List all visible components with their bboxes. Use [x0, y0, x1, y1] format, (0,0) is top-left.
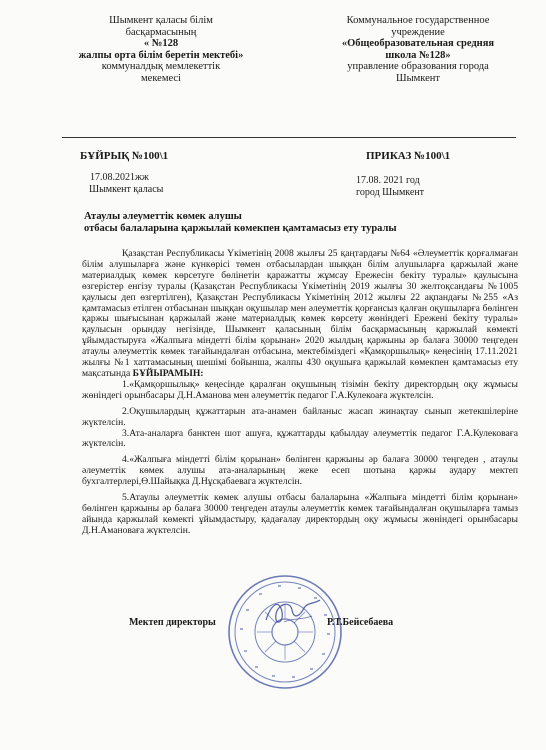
header-kz-line2: басқармасының	[125, 26, 197, 38]
order-body	[82, 249, 518, 537]
order-city-kz: Шымкент қаласы	[89, 183, 164, 195]
header-kz-line6: мекемесі	[141, 72, 181, 84]
header-ru-line6: Шымкент	[396, 72, 440, 84]
body-paragraph-1-text: Қазақстан Республикасы Үкіметінің 2008 жылғы 25 қаңтардағы №64 «Әлеуметтік қорғалмаған білім алушыларға және күнкөрісі төмен отбасылардан шыққан білім алушыларға қаржылай және материалдық көмек көрсетуге бөлінетін қаражатты жұмсау Ережесін бекіту туралы» қаулысына өзгерістер енгізу туралы (Қазақстан Республикасы Үкіметінің 2019 жылғы 30 желтоқсандағы №1005 қаулысы деп өзгертілген), Қазақстан Республикасы Үкіметінің 2012 жылғы 22 ақпандағы №255 «Аз қамтамасыз етілген отбасынан шыққан оқушылар мен әлеуметтік қорғансыз қалған оқушыларға бөлінген қаржы шығысынан қаржылай және материалдық көмек көрсету жөніндегі Ережені бекіту туралы» қаулысын орындау негізінде, Шымкент қаласының білім басқармасының қаржылай көмекті ұйымдастыруға «Жалпыға міндетті білім қорынан» 2020 жылдың қаржыны әр балаға 30000 теңгеден атаулы әлеуметтік көмек тағайындалған отбасына, мектебіміздегі «Қамқоршылық» кеңесінің 17.11.2021 жылғы №1 хаттамасының шешімі бойынша, жалпы 430 оқушыға қаржылай көмекпен қамтамасыз ету мақсатында	[82, 248, 518, 379]
body-item-2: 2.Оқушылардың құжаттарын ата-анамен байланыс жасап жинақтау сынып жетекшілеріне жүктелсін.	[82, 405, 518, 428]
order-subject-line2: отбасы балаларына қаржылай көмекпен қамтамасыз ету туралы	[84, 222, 397, 234]
body-decree-keyword: БҰЙЫРАМЫН:	[130, 367, 204, 379]
header-kz-line1: Шымкент қаласы білім	[109, 15, 213, 26]
order-date-ru	[356, 175, 424, 198]
body-item-1: 1.«Қамқоршылық» кеңесінде қаралған оқушының тізімін бекіту директордың оқу жұмысы жөніндегі орынбасары Д.Н.Аманова мен әлеуметтік педагог Г.А.Кулекоаға жүктелсін.	[82, 378, 518, 401]
order-subject	[84, 211, 397, 234]
header-ru-line2: учреждение	[391, 26, 445, 38]
order-title-ru: ПРИКАЗ №100\1	[366, 150, 451, 162]
order-date-ru-value: 17.08. 2021 год	[356, 175, 420, 186]
header-ru-line5: управление образования города	[347, 61, 489, 72]
order-title-kz: БҰЙРЫҚ №100\1	[80, 150, 169, 162]
school-seal-stamp	[226, 573, 344, 691]
header-kz-line3: « №128	[143, 38, 179, 49]
signatory-name: Р.Т.Бейсебаева	[327, 617, 394, 628]
body-paragraph-1	[82, 249, 518, 380]
body-item-4: 4.«Жалпыға міндетті білім қорынан» бөлінген қаржыны әр балаға 30000 теңгеден , атаулы әлеуметтік көмек алушы ата-аналарының жеке есеп шотына қаржы аудару мектеп бухгалтерлері,Ө.Шайықка Д.Нұсқабаевага жүктелсін.	[82, 454, 518, 488]
header-kz	[46, 15, 276, 84]
body-item-5: 5.Атаулы әлеуметтік көмек алушы отбасы балаларына «Жалпыға міндетті білім қорынан» бөлінген қаржыны әр балаға 30000 теңгеден атаулы әлеуметтік көмек тағайындалған оқушыларға тамыз айында қаржылай көмекті ұйымдастыру, қадағалау директордың оқу жұмысы жөніндегі орынбасары Д.Н.Амановаға жүктелсін.	[82, 492, 518, 536]
header-ru	[318, 15, 518, 84]
order-date-kz-value: 17.08.2021жж	[90, 172, 149, 183]
header-ru-line3: «Общеобразовательная средняя	[341, 38, 495, 49]
header-kz-line5: коммуналдық мемлекеттік	[101, 61, 221, 72]
header-kz-line4: жалпы орта білім беретін мектебі»	[78, 49, 244, 61]
order-subject-line1: Атаулы әлеуметтік көмек алушы	[84, 211, 242, 222]
header-ru-line1: Коммунальное государственное	[346, 15, 490, 26]
body-item-3: 3.Ата-аналарға банктен шот ашуға, құжаттарды қабылдау әлеуметтік педагог Г.А.Кулековаға жүктелсін.	[82, 427, 518, 450]
order-date-kz	[90, 172, 164, 195]
header-divider	[62, 137, 516, 138]
director-signature	[262, 594, 324, 630]
order-city-ru: город Шымкент	[356, 186, 425, 198]
signatory-title: Мектеп директоры	[129, 617, 216, 628]
header-ru-line4: школа №128»	[385, 49, 451, 61]
